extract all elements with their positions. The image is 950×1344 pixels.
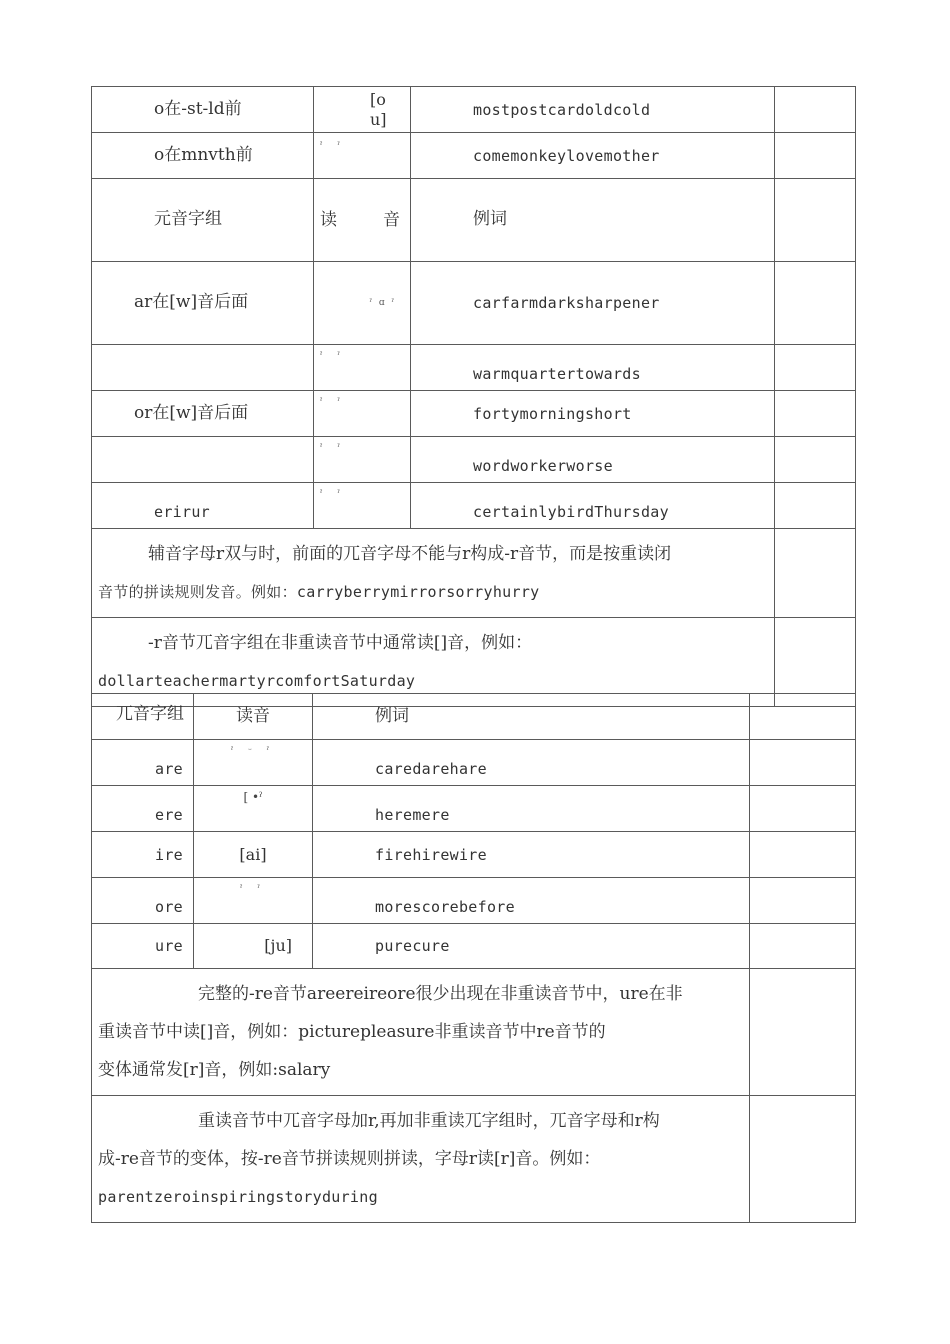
note-row [92, 1096, 856, 1223]
group-cell [92, 345, 314, 391]
group-cell: ure [92, 924, 194, 969]
table-row [92, 786, 856, 832]
note-row [92, 529, 856, 618]
group-cell: o在mnvth前 [92, 133, 314, 179]
sound-cell: ˀ ˀ [314, 437, 411, 483]
examples-header: 例词 [313, 694, 750, 740]
group-cell: ire [92, 832, 194, 878]
group-cell [92, 437, 314, 483]
note-cell [92, 969, 750, 1096]
group-cell: or在[w]音后面 [92, 391, 314, 437]
note-line: 变体通常发[r]音，例如:salary [98, 1060, 331, 1080]
blank-cell [750, 694, 856, 740]
sound-cell: ˀ ˀ [314, 483, 411, 529]
blank-cell [775, 345, 856, 391]
table-row [92, 391, 856, 437]
examples-header: 例词 [411, 179, 775, 262]
blank-cell [775, 529, 856, 618]
note-line: dollarteachermartyrcomfortSaturday [98, 672, 416, 690]
note-line: parentzeroinspiringstoryduring [98, 1188, 378, 1206]
note-line: 重读音节中兀音字母加r,再加非重读兀字组时，兀音字母和r构 [198, 1111, 660, 1131]
examples-cell: morescorebefore [313, 878, 750, 924]
blank-cell [750, 969, 856, 1096]
table-header-row [92, 694, 856, 740]
vowel-r-table [91, 86, 856, 707]
table-row [92, 133, 856, 179]
note-line: 成-re音节的变体，按-re音节拼读规则拼读，字母r读[r]音。例如： [98, 1149, 601, 1169]
blank-cell [775, 87, 856, 133]
examples-cell: fortymorningshort [411, 391, 775, 437]
examples-cell: caredarehare [313, 740, 750, 786]
sound-cell: ˀ ˀ [314, 391, 411, 437]
table-row [92, 483, 856, 529]
group-header: 兀音字组 [92, 694, 194, 740]
group-cell: ere [92, 786, 194, 832]
sound-header: 读 音 [314, 179, 411, 262]
blank-cell [775, 179, 856, 262]
sound-cell: ˀ ɑ ˀ [314, 262, 411, 345]
blank-cell [775, 437, 856, 483]
note-line: 完整的-re音节areereireore很少出现在非重读音节中，ure在非 [198, 984, 683, 1004]
sound-cell: [ai] [194, 832, 313, 878]
examples-cell: wordworkerworse [411, 437, 775, 483]
blank-cell [750, 832, 856, 878]
table-row [92, 740, 856, 786]
blank-cell [750, 786, 856, 832]
sound-cell: [ju] [194, 924, 313, 969]
group-cell: o在-st-ld前 [92, 87, 314, 133]
examples-cell: mostpostcardoldcold [411, 87, 775, 133]
blank-cell [750, 740, 856, 786]
examples-cell: heremere [313, 786, 750, 832]
table-row [92, 87, 856, 133]
note-cell [92, 1096, 750, 1223]
blank-cell [750, 924, 856, 969]
table-row [92, 262, 856, 345]
blank-cell [750, 878, 856, 924]
sound-cell: ˀ ˀ [314, 133, 411, 179]
note-line: 音节的拼读规则发音。例如：carryberrymirrorsorryhurry [98, 583, 540, 601]
note-line: -r音节兀音字组在非重读音节中通常读[]音，例如： [148, 633, 533, 653]
group-cell: ar在[w]音后面 [92, 262, 314, 345]
table-row [92, 437, 856, 483]
examples-cell: certainlybirdThursday [411, 483, 775, 529]
sound-cell: ˀ ˀ [314, 345, 411, 391]
note-line: 辅音字母r双与时，前面的兀音字母不能与r构成-r音节，而是按重读闭 [148, 544, 672, 564]
note-row [92, 969, 856, 1096]
blank-cell [750, 1096, 856, 1223]
table-row [92, 924, 856, 969]
vowel-re-table [91, 693, 856, 1223]
table-header-row [92, 179, 856, 262]
note-cell [92, 529, 775, 618]
group-cell: erirur [92, 483, 314, 529]
blank-cell [775, 133, 856, 179]
sound-header: 读音 [194, 694, 313, 740]
examples-cell: firehirewire [313, 832, 750, 878]
sound-cell: ˀ ᵕ ˀ [194, 740, 313, 786]
examples-cell: carfarmdarksharpener [411, 262, 775, 345]
examples-cell: purecure [313, 924, 750, 969]
blank-cell [775, 391, 856, 437]
blank-cell [775, 262, 856, 345]
sound-cell: [ •ˀ [194, 786, 313, 832]
group-cell: ore [92, 878, 194, 924]
table-row [92, 345, 856, 391]
sound-cell: [o u] [314, 87, 411, 133]
examples-cell: warmquartertowards [411, 345, 775, 391]
group-cell: are [92, 740, 194, 786]
sound-cell: ˀ ˀ [194, 878, 313, 924]
examples-cell: comemonkeylovemother [411, 133, 775, 179]
table-row [92, 878, 856, 924]
note-line: 重读音节中读[]音，例如：picturepleasure非重读音节中re音节的 [98, 1022, 606, 1042]
group-header: 元音字组 [92, 179, 314, 262]
blank-cell [775, 483, 856, 529]
table-row [92, 832, 856, 878]
